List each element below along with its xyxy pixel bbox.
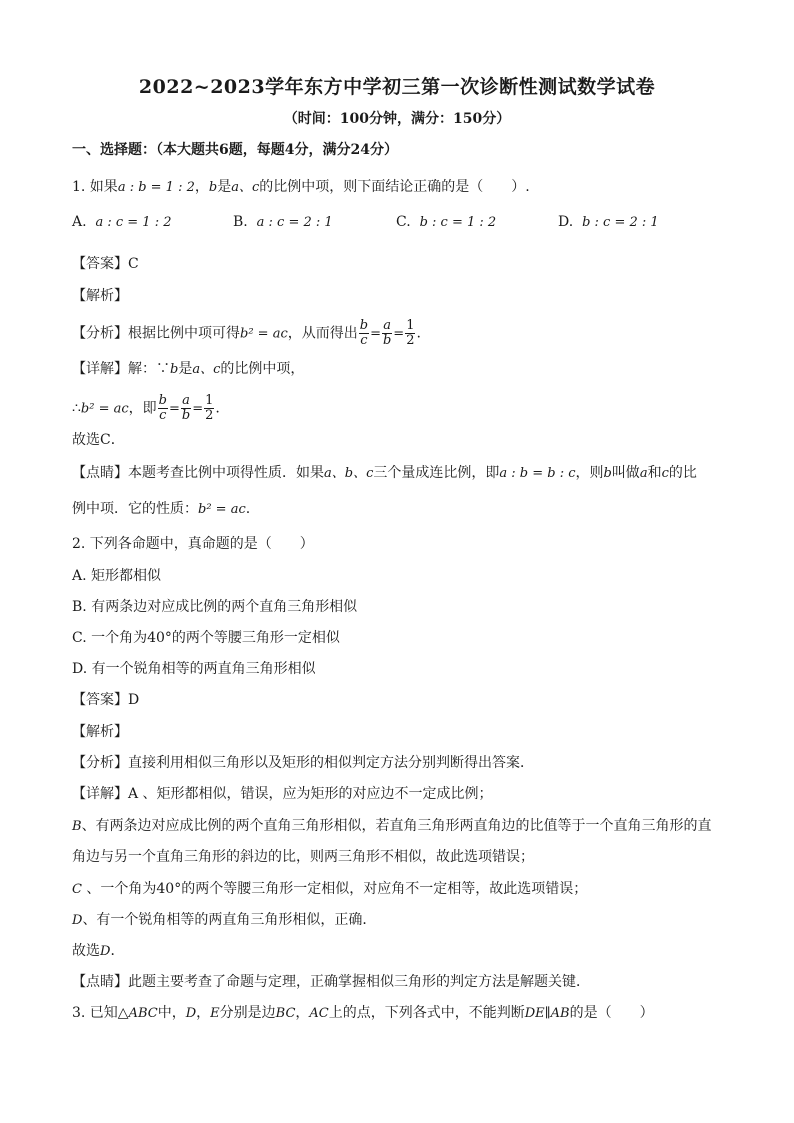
fraction-a-over-b: $\frac{a}{b}$ [181,393,191,423]
fraction-one-half: $\frac{1}{2}$ [205,393,214,423]
question-2-conclusion: 故选D． [72,943,125,959]
question-1-option-c: C. b : c = 1 : 2 [396,214,497,230]
question-1-xiangjie: 【详解】解：∵b是a、c的比例中项， [72,361,305,377]
question-1-derivation: ∴b² = ac，即 $\frac{b}{c}$ = $\frac{a}{b}$ = $\frac{1}{2}$ . [72,393,220,423]
question-2-analysis-label: 【解析】 [72,724,128,740]
question-2-dianjing: 【点睛】此题主要考查了命题与定理，正确掌握相似三角形的判定方法是解题关键． [72,974,590,990]
question-2-fenxi: 【分析】直接利用相似三角形以及矩形的相似判定方法分别判断得出答案． [72,755,534,771]
exam-info: （时间：100分钟，满分：150分） [283,111,511,127]
question-1-answer: 【答案】C [72,256,139,272]
fraction-b-over-c: $\frac{b}{c}$ [158,393,167,423]
fraction-b-over-c: $\frac{b}{c}$ [359,318,369,348]
question-1-dianjing: 【点睛】本题考查比例中项得性质．如果a、b、c三个量成连比例，即a : b = b : c，则b叫做a和c的比 [72,465,697,481]
section-heading: 一、选择题：（本大题共6题，每题4分，满分24分） [72,142,398,158]
question-1-stem: 1. 如果a : b = 1 : 2，b是a、c的比例中项，则下面结论正确的是（ ）. [72,179,530,195]
question-2-option-b-explain: B、有两条边对应成比例的两个直角三角形相似，若直角三角形两直角边的比值等于一个直角三角形的直 [72,818,712,834]
question-2-option-a: A. 矩形都相似 [72,568,162,584]
question-2-option-c: C. 一个角为40°的两个等腰三角形一定相似 [72,630,340,646]
question-1-option-b: B. a : c = 2 : 1 [233,214,333,230]
question-1-option-d: D. b : c = 2 : 1 [558,214,659,230]
page-title: 2022~2023学年东方中学初三第一次诊断性测试数学试卷 [138,76,656,98]
question-2-option-c-explain: C 、一个角为40°的两个等腰三角形一定相似，对应角不一定相等，故此选项错误； [72,881,588,897]
fraction-a-over-b: $\frac{a}{b}$ [382,318,392,348]
question-1-analysis-label: 【解析】 [72,288,128,304]
fraction-one-half: $\frac{1}{2}$ [406,318,415,348]
question-2-option-b: B. 有两条边对应成比例的两个直角三角形相似 [72,599,358,615]
question-1-option-a: A. a : c = 1 : 2 [72,214,172,230]
question-2-option-d: D. 有一个锐角相等的两直角三角形相似 [72,661,316,677]
question-3-stem: 3. 已知△ABC中，D，E分别是边BC，AC上的点，下列各式中，不能判断DE∥AB的是（ ） [72,1005,654,1021]
question-2-option-d-explain: D、有一个锐角相等的两直角三角形相似，正确． [72,912,377,928]
question-2-xiangjie: 【详解】A 、矩形都相似，错误，应为矩形的对应边不一定成比例； [72,786,493,802]
question-2-option-b-explain-cont: 角边与另一个直角三角形的斜边的比，则两三角形不相似，故此选项错误； [72,849,534,865]
question-1-dianjing-line2: 例中项．它的性质：b² = ac. [72,501,251,517]
question-1-conclusion: 故选C． [72,432,125,448]
question-2-stem: 2. 下列各命题中，真命题的是（ ） [72,536,314,552]
question-2-answer: 【答案】D [72,692,140,708]
question-1-fenxi: 【分析】根据比例中项可得b² = ac，从而得出 $\frac{b}{c}$ = $\frac{a}{b}$ = $\frac{1}{2}$ . [72,318,421,348]
